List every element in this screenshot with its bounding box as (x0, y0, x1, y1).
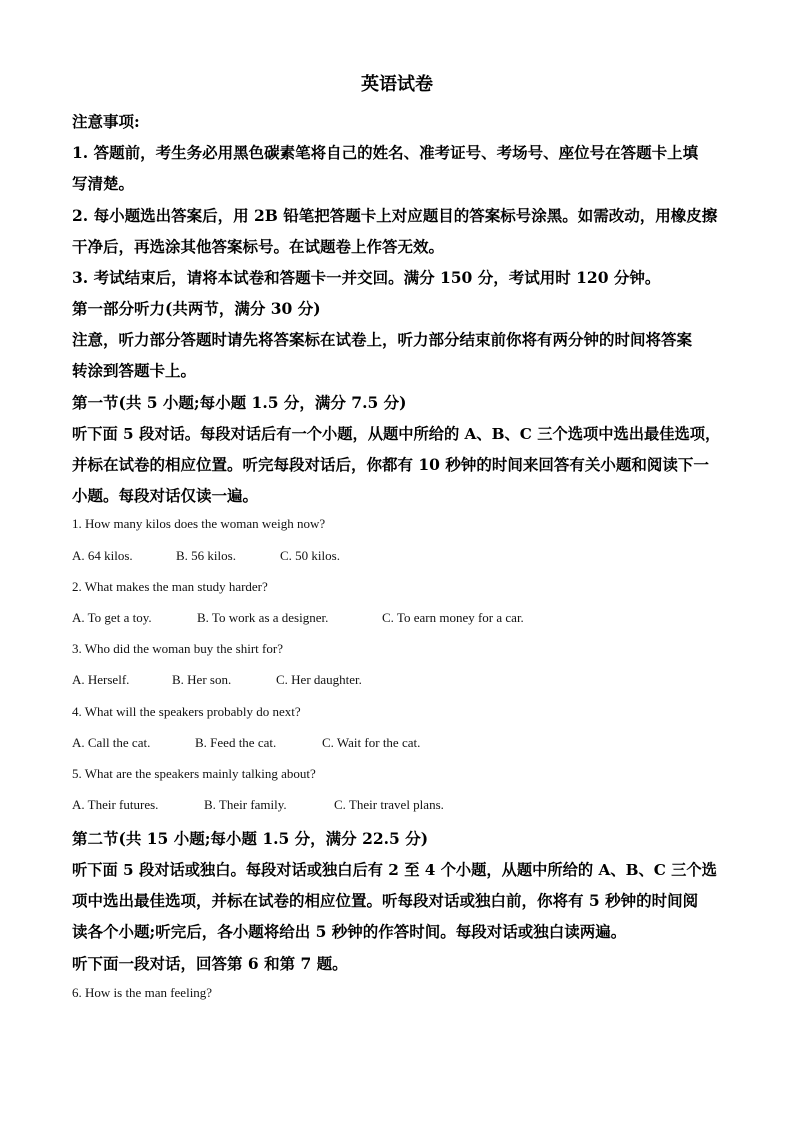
section1-heading: 第一节(共 5 小题;每小题 1.5 分，满分 7.5 分) (72, 393, 407, 412)
question-1-option-a: A. 64 kilos. (72, 548, 133, 563)
question-5-option-c: C. Their travel plans. (334, 797, 444, 812)
part1-note-line-2: 转涂到答题卡上。 (72, 361, 197, 380)
section2-sub-heading: 听下面一段对话，回答第 6 和第 7 题。 (72, 954, 348, 973)
question-3-option-a: A. Herself. (72, 672, 130, 687)
page-title: 英语试卷 (361, 74, 433, 95)
question-3-option-b: B. Her son. (172, 672, 232, 687)
question-4: 4. What will the speakers probably do next? (72, 704, 301, 719)
section1-instruction-line-3: 小题。每段对话仅读一遍。 (72, 486, 259, 505)
question-3: 3. Who did the woman buy the shirt for? (72, 641, 283, 656)
notice-item-2-line-2: 干净后，再选涂其他答案标号。在试题卷上作答无效。 (72, 237, 445, 256)
question-5-option-a: A. Their futures. (72, 797, 159, 812)
question-5: 5. What are the speakers mainly talking about? (72, 766, 316, 781)
question-3-option-c: C. Her daughter. (276, 672, 362, 687)
question-2-option-c: C. To earn money for a car. (382, 610, 524, 625)
notice-item-1-line-1: 1. 答题前，考生务必用黑色碳素笔将自己的姓名、准考证号、考场号、座位号在答题卡上填 (72, 143, 699, 162)
question-4-option-a: A. Call the cat. (72, 735, 151, 750)
section2-instruction-line-3: 读各个小题;听完后，各小题将给出 5 秒钟的作答时间。每段对话或独白读两遍。 (72, 922, 627, 941)
section1-instruction-line-1: 听下面 5 段对话。每段对话后有一个小题，从题中所给的 A、B、C 三个选项中选出最佳选项， (72, 425, 721, 443)
question-1: 1. How many kilos does the woman weigh now? (72, 516, 326, 531)
notice-item-1-line-2: 写清楚。 (72, 174, 135, 193)
question-4-option-c: C. Wait for the cat. (322, 735, 421, 750)
notice-item-3: 3. 考试结束后，请将本试卷和答题卡一并交回。满分 150 分，考试用时 120 分钟。 (72, 268, 661, 287)
question-1-option-b: B. 56 kilos. (176, 548, 236, 563)
part1-note-line-1: 注意，听力部分答题时请先将答案标在试卷上，听力部分结束前你将有两分钟的时间将答案 (72, 330, 693, 349)
question-2-option-b: B. To work as a designer. (197, 610, 329, 625)
section1-instruction-line-2: 并标在试卷的相应位置。听完每段对话后，你都有 10 秒钟的时间来回答有关小题和阅读下一 (72, 455, 709, 474)
notice-item-2-line-1: 2. 每小题选出答案后，用 2B 铅笔把答题卡上对应题目的答案标号涂黑。如需改动，用橡皮擦 (72, 206, 718, 225)
section2-instruction-line-1: 听下面 5 段对话或独白。每段对话或独白后有 2 至 4 个小题，从题中所给的 A、B、C 三个选 (72, 861, 717, 879)
question-6: 6. How is the man feeling? (72, 985, 213, 1000)
question-2: 2. What makes the man study harder? (72, 579, 268, 594)
question-1-option-c: C. 50 kilos. (280, 548, 340, 563)
section2-instruction-line-2: 项中选出最佳选项，并标在试卷的相应位置。听每段对话或独白前，你将有 5 秒钟的时间阅 (72, 891, 699, 910)
question-5-option-b: B. Their family. (204, 797, 287, 812)
question-2-option-a: A. To get a toy. (72, 610, 152, 625)
section2-heading: 第二节(共 15 小题;每小题 1.5 分，满分 22.5 分) (72, 829, 429, 848)
notice-heading: 注意事项: (72, 112, 140, 131)
part1-heading: 第一部分听力(共两节，满分 30 分) (72, 299, 321, 318)
question-4-option-b: B. Feed the cat. (195, 735, 277, 750)
